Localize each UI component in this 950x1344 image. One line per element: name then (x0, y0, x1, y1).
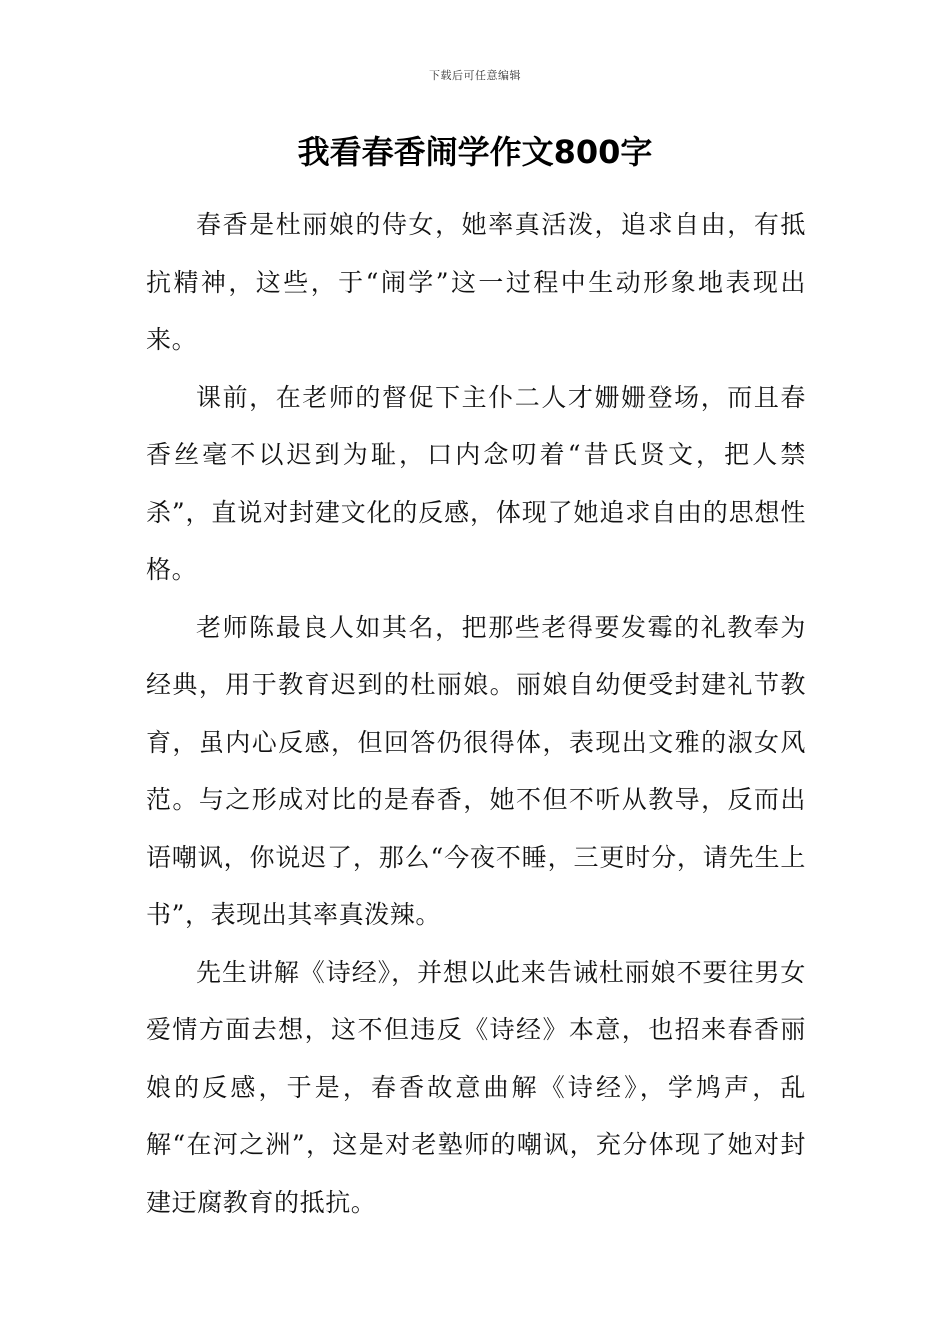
paragraph-1: 春香是杜丽娘的侍女，她率真活泼，追求自由，有抵抗精神，这些，于“闹学”这一过程中生动形象地表现出来。 (146, 210, 806, 354)
paragraph-2: 课前，在老师的督促下主仆二人才姗姗登场，而且春香丝毫不以迟到为耻，口内念叨着“昔氏贤文，把人禁杀”，直说对封建文化的反感，体现了她追求自由的思想性格。 (146, 382, 806, 584)
paragraph-4: 先生讲解《诗经》，并想以此来告诫杜丽娘不要往男女爱情方面去想，这不但违反《诗经》本意，也招来春香丽娘的反感，于是，春香故意曲解《诗经》，学鸠声，乱解“在河之洲”，这是对老塾师的嘲讽，充分体现了她对封建迂腐教育的抵抗。 (146, 957, 806, 1217)
paragraph-3: 老师陈最良人如其名，把那些老得要发霉的礼教奉为经典，用于教育迟到的杜丽娘。丽娘自幼便受封建礼节教育，虽内心反感，但回答仍很得体，表现出文雅的淑女风范。与之形成对比的是春香，她不但不听从教导，反而出语嘲讽，你说迟了，那么“今夜不睡，三更时分，请先生上书”，表现出其率真泼辣。 (146, 612, 806, 929)
essay-body (146, 196, 806, 1231)
header-note: 下载后可任意编辑 (429, 69, 521, 82)
page-title: 我看春香闹学作文800字 (297, 133, 653, 171)
